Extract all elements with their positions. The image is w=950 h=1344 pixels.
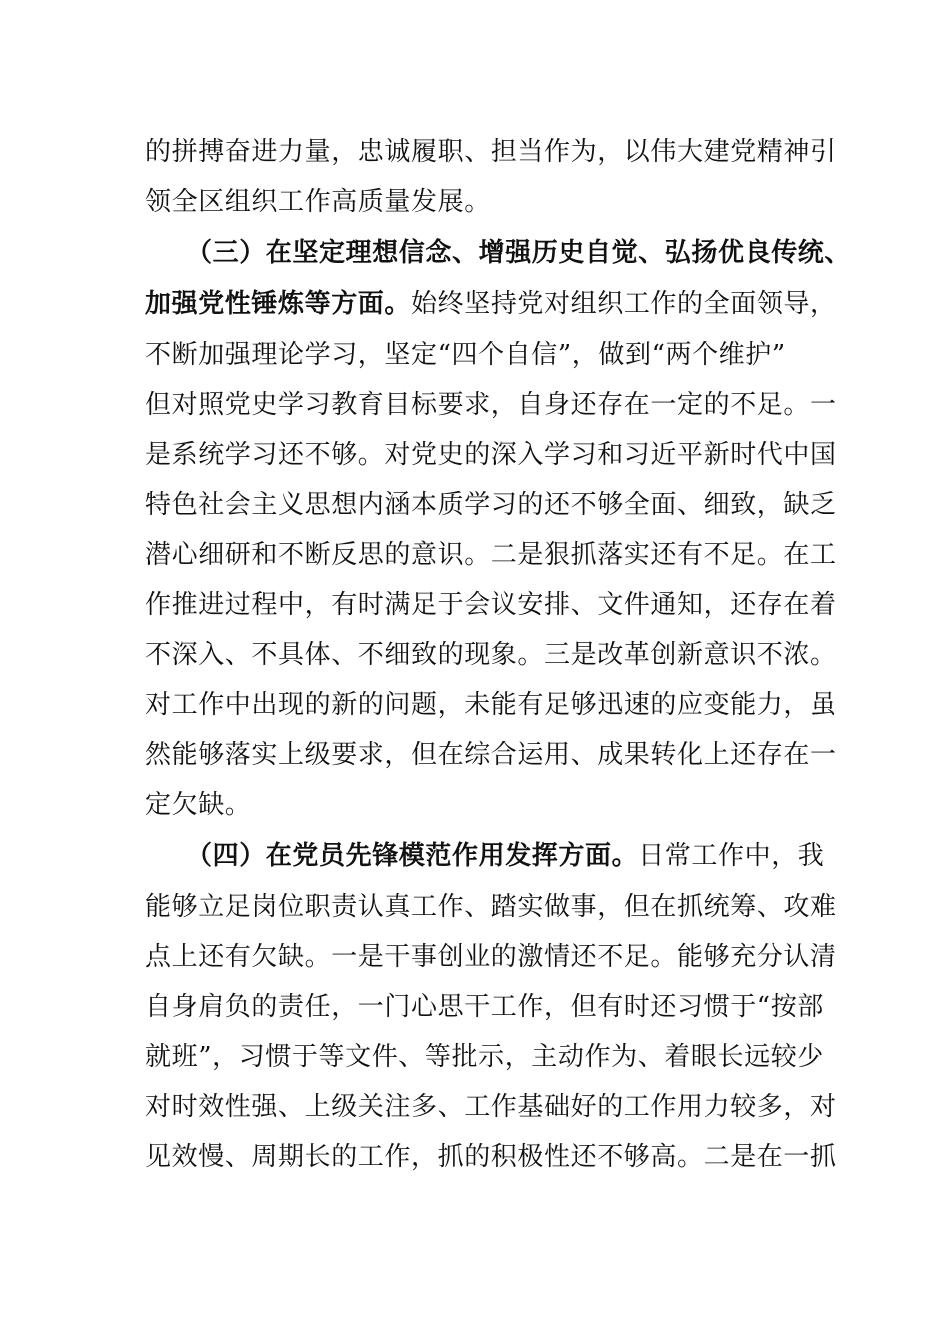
text-line-13: 然能够落实上级要求，但在综合运用、成果转化上还存在一 <box>145 740 837 770</box>
text-line-21: 见效慢、周期长的工作，抓的积极性还不够高。二是在一抓 <box>145 1142 837 1172</box>
text-line-20: 对时效性强、上级关注多、工作基础好的工作用力较多，对 <box>145 1092 837 1122</box>
text-line-11: 不深入、不具体、不细致的现象。三是改革创新意识不浓。 <box>145 640 837 670</box>
text-line-9: 潜心细研和不断反思的意识。二是狠抓落实还有不足。在工 <box>145 540 837 570</box>
text-line-18: 自身肩负的责任，一门心思干工作，但有时还习惯于“按部 <box>145 992 824 1022</box>
text-line-5: 不断加强理论学习，坚定“四个自信”，做到“两个维护” <box>145 340 786 370</box>
section-3-heading-line-1 <box>186 228 852 278</box>
section-3-heading-part-2: 加强党性锤炼等方面。 <box>145 289 412 319</box>
section-3-heading-line-2 <box>145 279 837 329</box>
text-line-6: 但对照党史学习教育目标要求，自身还存在一定的不足。一 <box>145 390 837 420</box>
section-4-text-start: 日常工作中，我 <box>638 841 825 871</box>
text-line-7: 是系统学习还不够。对党史的深入学习和习近平新时代中国 <box>145 440 837 470</box>
section-4-heading-line <box>186 831 825 881</box>
text-line-1: 的拼搏奋进力量，忠诚履职、担当作为，以伟大建党精神引 <box>145 137 837 167</box>
section-4-heading: （四）在党员先锋模范作用发挥方面。 <box>186 841 639 871</box>
text-line-16: 能够立足岗位职责认真工作、踏实做事，但在抓统筹、攻难 <box>145 892 837 922</box>
section-3-heading-part-1: （三）在坚定理想信念、增强历史自觉、弘扬优良传统、 <box>186 238 852 268</box>
text-line-14: 定欠缺。 <box>145 790 252 820</box>
text-line-17: 点上还有欠缺。一是干事创业的激情还不足。能够充分认清 <box>145 942 837 972</box>
text-line-10: 作推进过程中，有时满足于会议安排、文件通知，还存在着 <box>145 590 837 620</box>
text-line-19: 就班”，习惯于等文件、等批示，主动作为、着眼长远较少 <box>145 1042 824 1072</box>
section-3-text-start: 始终坚持党对组织工作的全面领导， <box>411 289 837 319</box>
text-line-2: 领全区组织工作高质量发展。 <box>145 187 491 217</box>
text-line-8: 特色社会主义思想内涵本质学习的还不够全面、细致，缺乏 <box>145 490 837 520</box>
text-line-12: 对工作中出现的新的问题，未能有足够迅速的应变能力，虽 <box>145 690 837 720</box>
